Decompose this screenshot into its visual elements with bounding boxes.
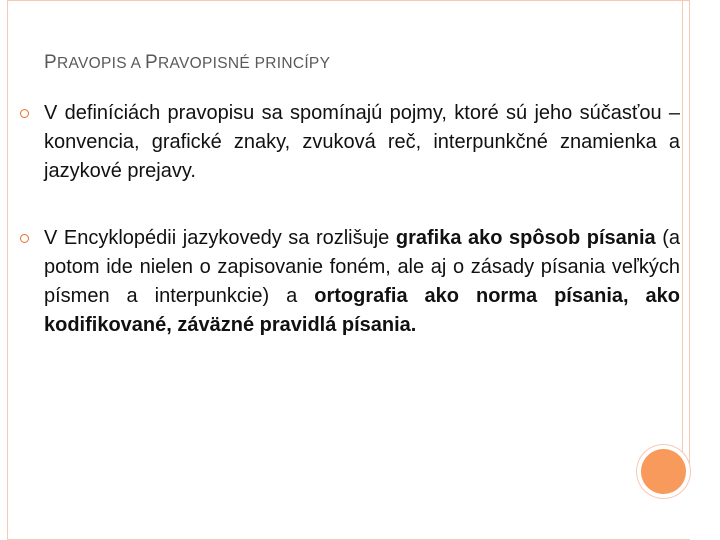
frame-top-line xyxy=(7,0,690,1)
frame-left-line xyxy=(7,0,8,540)
title-rest-2: RAVOPISNÉ xyxy=(157,55,255,72)
bullet-text-part: V Encyklopédii jazykovedy sa rozlišuje xyxy=(44,227,396,249)
bullet-text: V definíciách pravopisu sa spomínajú pojmy, ktoré sú jeho súčasťou – konvencia, grafické znaky, zvuková reč, interpunkčné znamienka a jazykové prejavy. xyxy=(44,102,680,182)
bullet-list xyxy=(20,99,680,340)
bullet-circle-icon xyxy=(20,234,29,243)
title-cap-1: P xyxy=(44,52,57,73)
bullet-item xyxy=(20,224,680,340)
slide-title xyxy=(44,52,330,74)
bullet-circle-icon xyxy=(20,109,29,118)
bullet-item xyxy=(20,99,680,186)
bullet-text-part: (a potom ide nielen o zapisovanie foném, ale aj o zásady písania veľkých písmen a interpunkcie) a xyxy=(44,227,681,307)
bullet-text-bold: ortografia ako norma písania, ako kodifikované, záväzné pravidlá písania. xyxy=(44,285,680,336)
bullet-text xyxy=(44,227,680,336)
bullet-text-bold: grafika ako spôsob písania xyxy=(395,227,656,249)
decorative-circle xyxy=(641,449,686,494)
title-rest-3: PRINCÍPY xyxy=(254,55,331,72)
frame-right-line-outer xyxy=(689,0,690,466)
title-rest-1: RAVOPIS A xyxy=(56,55,145,72)
frame-right-line-inner xyxy=(682,0,683,466)
title-cap-2: P xyxy=(145,52,158,73)
